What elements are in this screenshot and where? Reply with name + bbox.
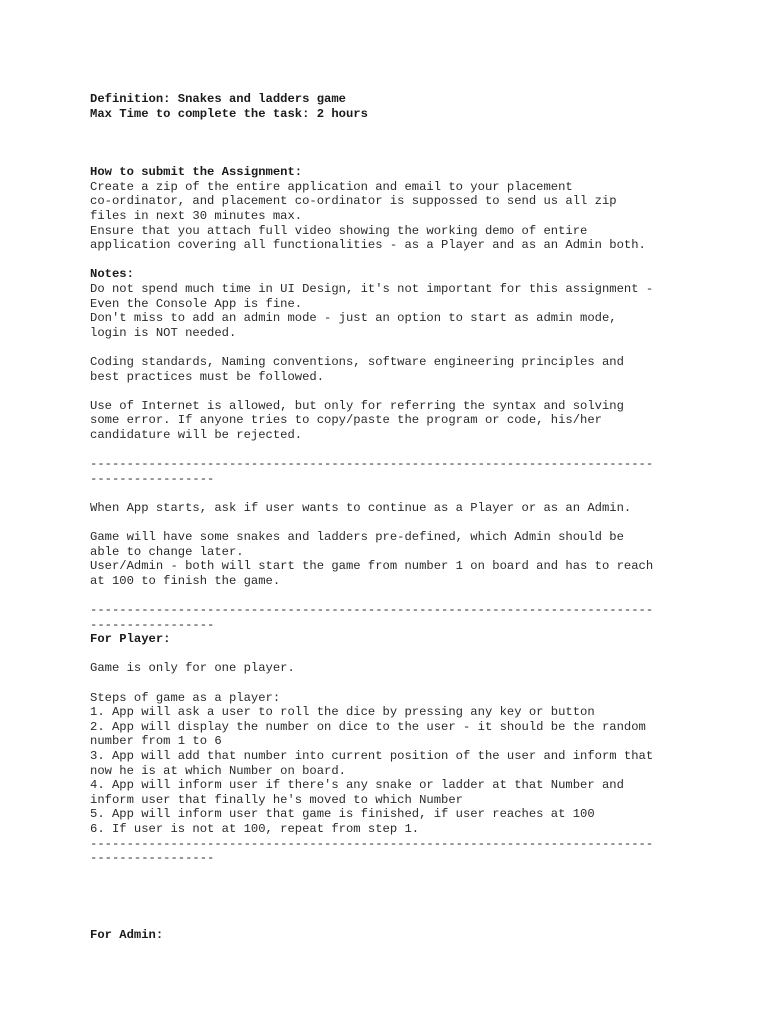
notes-paragraph-internet — [90, 399, 710, 443]
list-item: 4. App will inform user if there's any snake or ladder at that Number and — [90, 778, 624, 793]
spacer — [90, 515, 710, 530]
game-rules — [90, 530, 710, 588]
admin-heading: For Admin: — [90, 927, 164, 942]
text-line: co-ordinator, and placement co-ordinator is suppossed to send us all zip — [90, 194, 617, 209]
text-line: Do not spend much time in UI Design, it's not important for this assignment - — [90, 281, 654, 296]
separator-line: ----------------------------------------------------------------------------- — [90, 836, 654, 851]
separator-line: ----------------------------------------------------------------------------- — [90, 457, 654, 472]
text-line: application covering all functionalities - as a Player and as an Admin both. — [90, 238, 646, 253]
text-line: some error. If anyone tries to copy/paste the program or code, his/her — [90, 413, 602, 428]
text-line: User/Admin - both will start the game from number 1 on board and has to reach — [90, 559, 654, 574]
steps-intro-line: Steps of game as a player: — [90, 690, 281, 705]
list-item: 5. App will inform user that game is finished, if user reaches at 100 — [90, 807, 595, 822]
player-steps-list — [90, 705, 710, 836]
app-start-line: When App starts, ask if user wants to continue as a Player or as an Admin. — [90, 500, 632, 515]
definition-line: Definition: Snakes and ladders game — [90, 92, 346, 106]
notes-paragraph-ui — [90, 282, 710, 340]
list-item: 3. App will add that number into current position of the user and inform that — [90, 748, 654, 763]
spacer — [90, 384, 710, 399]
text-line: Use of Internet is allowed, but only for referring the syntax and solving — [90, 398, 624, 413]
document-page — [90, 92, 710, 942]
text-line: best practices must be followed. — [90, 369, 325, 384]
single-player-line: Game is only for one player. — [90, 661, 295, 676]
max-time-line: Max Time to complete the task: 2 hours — [90, 106, 368, 121]
submit-instructions — [90, 180, 710, 253]
text-line: Ensure that you attach full video showing the working demo of entire — [90, 223, 588, 238]
separator-line: ----------------- — [90, 617, 215, 632]
text-line: Even the Console App is fine. — [90, 296, 303, 311]
spacer — [90, 866, 710, 928]
spacer — [90, 253, 710, 268]
list-item: 6. If user is not at 100, repeat from step 1. — [90, 821, 420, 836]
text-line: Don't miss to add an admin mode - just an option to start as admin mode, — [90, 311, 617, 326]
spacer — [90, 676, 710, 691]
spacer — [90, 647, 710, 662]
spacer — [90, 588, 710, 603]
list-item: number from 1 to 6 — [90, 734, 222, 749]
text-line: able to change later. — [90, 544, 244, 559]
spacer — [90, 442, 710, 457]
notes-paragraph-standards — [90, 355, 710, 384]
text-line: candidature will be rejected. — [90, 427, 303, 442]
spacer — [90, 121, 710, 165]
submit-heading: How to submit the Assignment: — [90, 165, 303, 180]
text-line: Create a zip of the entire application and email to your placement — [90, 179, 573, 194]
spacer — [90, 486, 710, 501]
separator-line: ----------------- — [90, 851, 215, 866]
separator-line: ----------------- — [90, 471, 215, 486]
separator-line: ----------------------------------------------------------------------------- — [90, 603, 654, 617]
text-line: Coding standards, Naming conventions, software engineering principles and — [90, 354, 624, 369]
text-line: login is NOT needed. — [90, 325, 237, 340]
text-line: Game will have some snakes and ladders pre-defined, which Admin should be — [90, 530, 624, 545]
text-line: files in next 30 minutes max. — [90, 208, 303, 223]
notes-heading: Notes: — [90, 267, 134, 282]
list-item: 1. App will ask a user to roll the dice by pressing any key or button — [90, 705, 595, 720]
list-item: now he is at which Number on board. — [90, 763, 346, 778]
list-item: 2. App will display the number on dice to the user - it should be the random — [90, 719, 646, 734]
player-heading: For Player: — [90, 632, 171, 647]
list-item: inform user that finally he's moved to which Number — [90, 792, 463, 807]
text-line: at 100 to finish the game. — [90, 573, 281, 588]
spacer — [90, 340, 710, 355]
